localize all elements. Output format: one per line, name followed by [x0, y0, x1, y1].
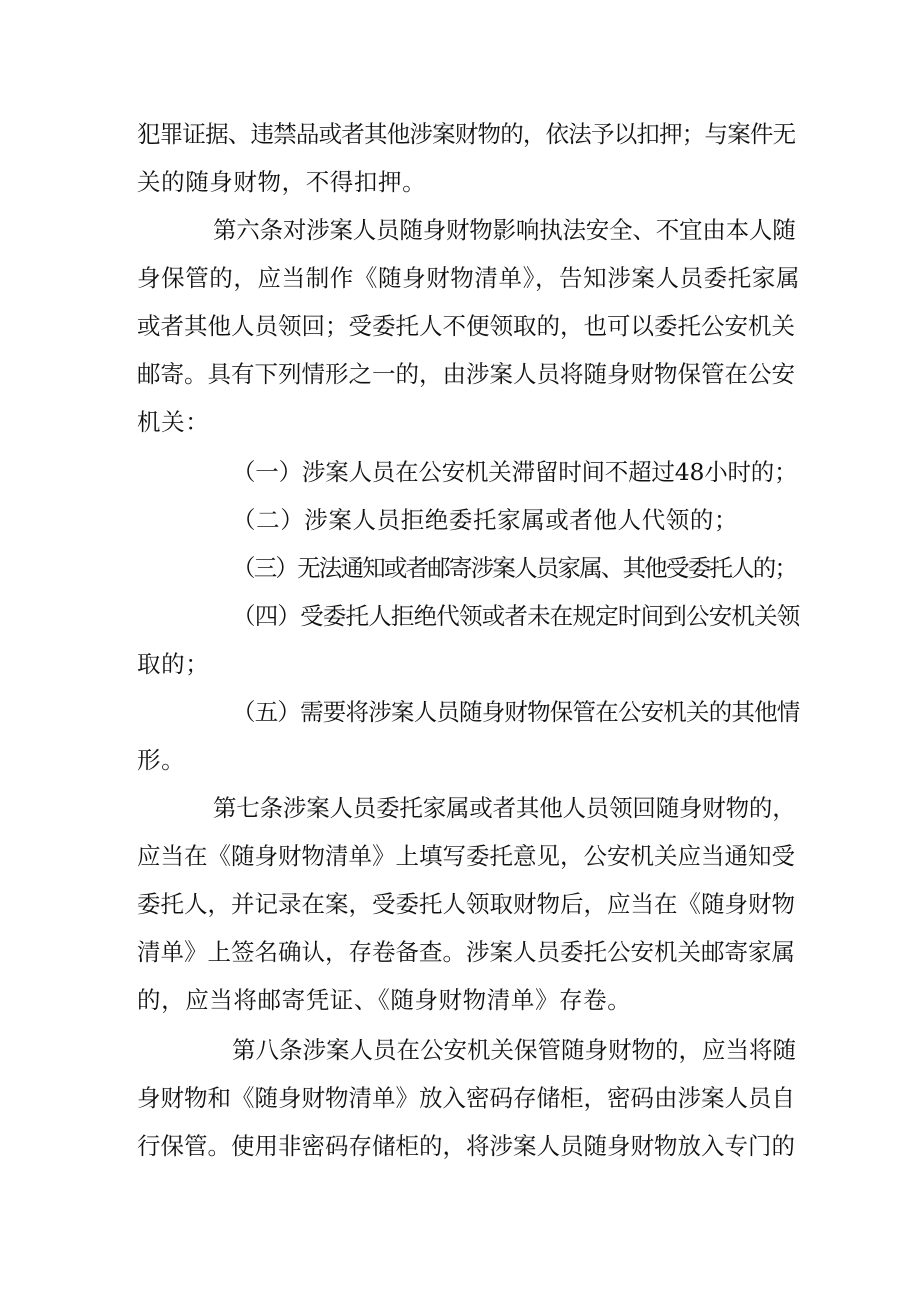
- article-6-start: 第六条对涉案人员随身财物影响执法安全、不宜由本人随: [213, 216, 796, 244]
- text-line-6: 邮寄。具有下列情形之一的，由涉案人员将随身财物保管在公安: [137, 360, 795, 388]
- list-item-4-cont: 取的；: [137, 650, 210, 678]
- list-item-3: （三）无法通知或者邮寄涉案人员家属、其他受委托人的；: [232, 554, 797, 582]
- text-line-1: 犯罪证据、违禁品或者其他涉案财物的，依法予以扣押；与案件无: [137, 120, 796, 148]
- text-line-18: 清单》上签名确认，存卷备查。涉案人员委托公安机关邮寄家属: [137, 938, 795, 966]
- list-item-1: （一）涉案人员在公安机关滞留时间不超过48小时的；: [232, 458, 798, 486]
- list-item-4: （四）受委托人拒绝代领或者未在规定时间到公安机关领: [232, 602, 800, 630]
- article-8-start: 第八条涉案人员在公安机关保管随身财物的，应当将随: [232, 1036, 796, 1064]
- text-line-5: 或者其他人员领回；受委托人不便领取的，也可以委托公安机关: [137, 312, 795, 340]
- text-line-2: 关的随身财物，不得扣押。: [137, 168, 427, 196]
- text-line-4: 身保管的，应当制作《随身财物清单》，告知涉案人员委托家属: [137, 264, 801, 292]
- text-line-7: 机关：: [137, 408, 210, 436]
- text-line-17: 委托人，并记录在案，受委托人领取财物后，应当在《随身财物: [137, 890, 795, 918]
- list-item-5-cont: 形。: [137, 746, 186, 774]
- text-line-22: 行保管。使用非密码存储柜的，将涉案人员随身财物放入专门的: [137, 1132, 795, 1160]
- text-line-19: 的，应当将邮寄凭证、《随身财物清单》存卷。: [137, 986, 632, 1014]
- text-line-21: 身财物和《随身财物清单》放入密码存储柜，密码由涉案人员自: [137, 1084, 795, 1112]
- list-item-2: （二）涉案人员拒绝委托家属或者他人代领的；: [232, 506, 739, 534]
- article-7-start: 第七条涉案人员委托家属或者其他人员领回随身财物的，: [213, 794, 796, 822]
- text-line-16: 应当在《随身财物清单》上填写委托意见，公安机关应当通知受: [137, 842, 795, 870]
- list-item-5: （五）需要将涉案人员随身财物保管在公安机关的其他情: [232, 698, 800, 726]
